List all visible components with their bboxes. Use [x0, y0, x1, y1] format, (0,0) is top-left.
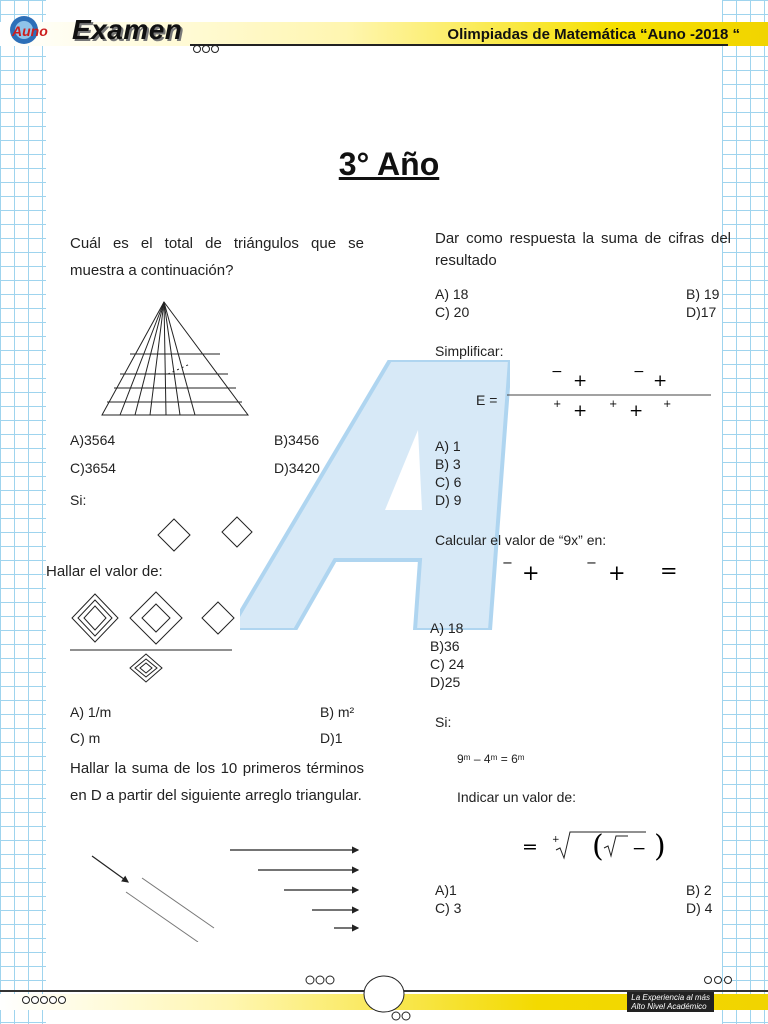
q7-option-c[interactable]: C) 3 — [435, 900, 462, 916]
radical-expression — [520, 826, 670, 866]
svg-text:(: ( — [592, 829, 604, 864]
svg-text:−: − — [633, 366, 645, 380]
footer-tagline-line-2: Alto Nivel Académico — [631, 1002, 707, 1011]
q5-option-a[interactable]: A) 1 — [435, 438, 461, 454]
svg-text:=: = — [660, 559, 678, 583]
q5-option-d[interactable]: D) 9 — [435, 492, 462, 508]
svg-text:−: − — [502, 556, 513, 571]
brand-title: Examen — [72, 14, 183, 45]
q7-option-a[interactable]: A)1 — [435, 882, 457, 898]
q7-option-d[interactable]: D) 4 — [686, 900, 713, 916]
page-footer — [0, 964, 768, 1024]
footer-dots-right — [700, 974, 744, 986]
q4-option-c[interactable]: C) 20 — [435, 304, 470, 320]
watermark-a-logo — [240, 360, 510, 630]
page-title: 3° Año — [338, 146, 440, 182]
diamond-definitions — [155, 515, 265, 555]
svg-text:+: + — [629, 401, 644, 421]
q6-option-a[interactable]: A) 18 — [430, 620, 464, 636]
footer-emblem — [300, 970, 420, 1024]
svg-text:+: + — [663, 399, 672, 410]
svg-text:+: + — [552, 835, 560, 845]
svg-text:+: + — [608, 561, 626, 585]
svg-text:): ) — [654, 829, 666, 864]
arrow-arrangement-figure — [86, 842, 366, 942]
q4-option-b[interactable]: B) 19 — [686, 286, 720, 302]
q5-option-c[interactable]: C) 6 — [435, 474, 462, 490]
q4-option-a[interactable]: A) 18 — [435, 286, 469, 302]
svg-text:−: − — [586, 556, 597, 571]
q1-option-a[interactable]: A)3564 — [70, 432, 116, 448]
q4-option-d[interactable]: D)17 — [686, 304, 717, 320]
q2-option-c[interactable]: C) m — [70, 730, 101, 746]
svg-text:−: − — [632, 839, 647, 859]
svg-text:+: + — [573, 401, 588, 421]
q7-condition-equation: 9ᵐ – 4ᵐ = 6ᵐ — [457, 752, 525, 766]
question-4-text: Dar como respuesta la suma de cifras del resultado — [435, 230, 731, 269]
header-rule — [190, 44, 728, 46]
fraction-expression — [505, 366, 715, 422]
footer-dots-left — [20, 994, 70, 1006]
question-1-text: Cuál es el total de triángulos que se muestra a continuación? — [70, 235, 364, 279]
exponential-equation — [498, 556, 688, 588]
q2-option-d[interactable]: D)1 — [320, 730, 343, 746]
q1-option-d[interactable]: D)3420 — [274, 460, 320, 476]
question-2-text: Hallar el valor de: — [46, 563, 163, 580]
q6-option-b[interactable]: B)36 — [430, 638, 460, 654]
footer-tagline — [627, 992, 714, 1012]
svg-text:=: = — [522, 836, 538, 858]
q7-option-b[interactable]: B) 2 — [686, 882, 712, 898]
q1-option-b[interactable]: B)3456 — [274, 432, 320, 448]
svg-text:+: + — [522, 561, 540, 585]
svg-text:+: + — [609, 399, 618, 410]
brand-logo — [8, 14, 64, 46]
header-dots — [192, 44, 222, 54]
svg-text:Auno: Auno — [12, 23, 48, 39]
footer-tagline-line-1: La Experiencia al más — [631, 993, 710, 1002]
q2-option-a[interactable]: A) 1/m — [70, 704, 112, 720]
q7-si-label: Si: — [435, 714, 452, 730]
question-6-text: Calcular el valor de “9x” en: — [435, 532, 607, 548]
triangle-figure — [100, 300, 250, 418]
nested-diamonds-figure — [70, 588, 240, 684]
expression-label: E = — [476, 392, 498, 408]
page-header — [0, 0, 768, 60]
question-5-text: Simplificar: — [435, 343, 504, 359]
question-3-text: Hallar la suma de los 10 primeros términos en D a partir del siguiente arreglo triangular. — [70, 760, 364, 804]
svg-text:−: − — [551, 366, 563, 380]
q6-option-c[interactable]: C) 24 — [430, 656, 465, 672]
svg-text:+: + — [573, 371, 588, 391]
q2-si-label: Si: — [70, 492, 87, 508]
q2-option-b[interactable]: B) m² — [320, 704, 355, 720]
q6-option-d[interactable]: D)25 — [430, 674, 461, 690]
svg-text:+: + — [653, 371, 668, 391]
q5-option-b[interactable]: B) 3 — [435, 456, 461, 472]
exam-name: Olimpiadas de Matemática “Auno -2018 “ — [447, 26, 740, 43]
svg-text:+: + — [553, 399, 562, 410]
q1-option-c[interactable]: C)3654 — [70, 460, 116, 476]
question-7-text: Indicar un valor de: — [457, 789, 577, 805]
